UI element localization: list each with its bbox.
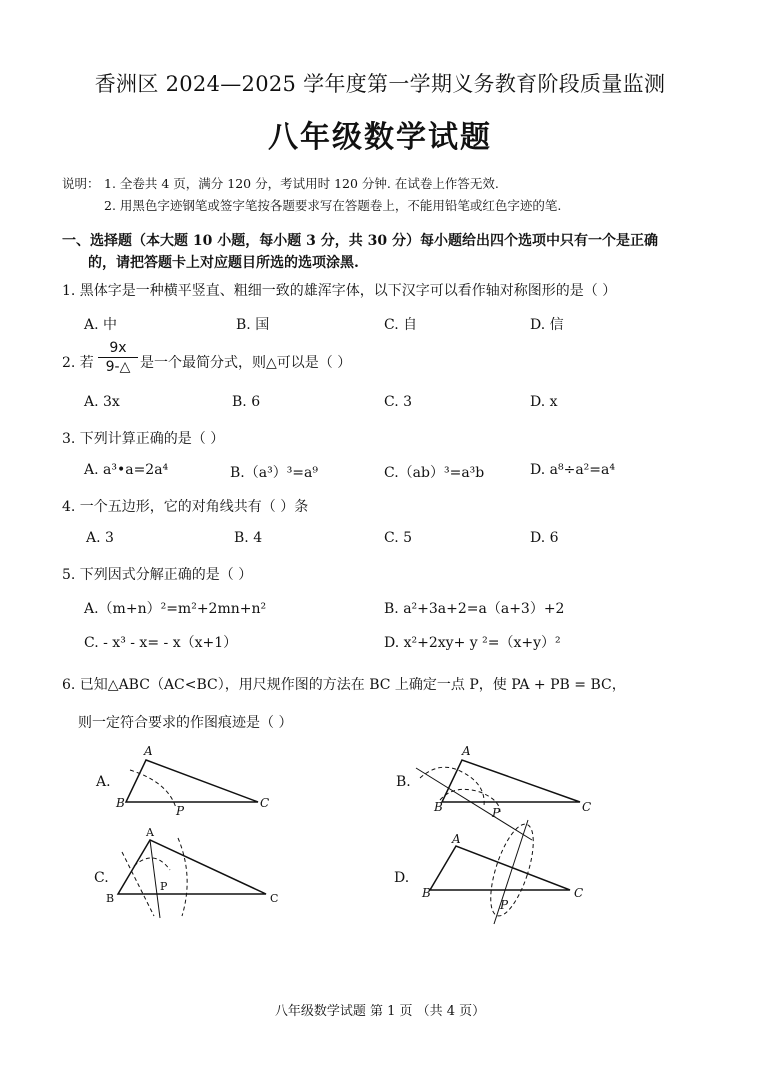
q4-option-b: B. 4	[234, 530, 263, 546]
question-5-stem: 5. 下列因式分解正确的是（ ）	[62, 567, 253, 583]
q3-option-a: A. a³•a=2a⁴	[84, 462, 169, 478]
figure-b-arc-1	[420, 767, 484, 806]
fig-a-point-b: B	[116, 796, 125, 810]
q6-figure-b-label: B.	[396, 774, 411, 790]
question-4-stem: 4. 一个五边形，它的对角线共有（ ）条	[62, 499, 309, 515]
fig-c-point-p: P	[160, 880, 168, 893]
q2-option-c: C. 3	[384, 394, 413, 410]
figure-c-line	[150, 840, 160, 918]
q5-option-a: A.（m+n）²=m²+2mn+n²	[84, 601, 267, 617]
figure-c-triangle	[118, 840, 266, 894]
fig-b-point-b: B	[434, 800, 443, 814]
figure-b-triangle	[442, 760, 580, 802]
subject-title: 八年级数学试题	[268, 120, 492, 155]
q2-option-d: D. x	[530, 394, 558, 410]
q5-option-d: D. x²+2xy+ y ²=（x+y）²	[384, 635, 561, 651]
q1-option-d: D. 信	[530, 317, 564, 333]
q2-fraction-denominator: 9-△	[105, 359, 131, 375]
notes-label: 说明：	[62, 176, 100, 191]
q4-option-c: C. 5	[384, 530, 413, 546]
figure-b-arc-2	[440, 789, 500, 812]
fig-d-point-p: P	[500, 898, 509, 912]
q1-option-a: A. 中	[84, 317, 118, 333]
q6-figure-a-label: A.	[96, 774, 111, 790]
question-2-suffix: 是一个最简分式，则△可以是（ ）	[140, 355, 352, 371]
figure-d-triangle	[430, 846, 570, 890]
question-2-prefix: 2. 若	[62, 355, 94, 371]
figure-c-arc-3	[134, 858, 170, 870]
fig-b-point-a: A	[462, 744, 471, 758]
fig-d-point-b: B	[422, 886, 431, 900]
fig-b-point-c: C	[582, 800, 592, 814]
fig-c-point-c: C	[270, 892, 279, 905]
exam-header-title: 香洲区 2024—2025 学年度第一学期义务教育阶段质量监测	[94, 72, 666, 96]
notes-line-1: 1. 全卷共 4 页，满分 120 分，考试用时 120 分钟. 在试卷上作答无效.	[104, 176, 499, 191]
fig-a-point-p: P	[176, 804, 185, 818]
section-heading-line-2: 的，请把答题卡上对应题目所选的选项涂黑.	[88, 255, 359, 271]
fig-c-point-a: A	[146, 826, 154, 839]
fig-b-point-p: P	[492, 806, 501, 820]
q6-figure-c-label: C.	[94, 870, 109, 886]
q2-fraction-numerator: 9x	[109, 340, 127, 356]
q4-option-a: A. 3	[86, 530, 114, 546]
q3-option-b: B.（a³）³=a⁹	[230, 465, 318, 481]
question-3-stem: 3. 下列计算正确的是（ ）	[62, 431, 225, 447]
q3-option-d: D. a⁸÷a²=a⁴	[530, 462, 615, 478]
notes-line-2: 2. 用黑色字迹钢笔或签字笔按各题要求写在答题卷上，不能用铅笔或红色字迹的笔.	[104, 198, 562, 213]
figure-a-triangle	[126, 760, 258, 802]
q2-option-a: A. 3x	[84, 394, 120, 410]
q6-figure-d-label: D.	[394, 870, 410, 886]
q3-option-c: C.（ab）³=a³b	[384, 465, 485, 481]
fig-a-point-a: A	[144, 744, 153, 758]
q5-option-b: B. a²+3a+2=a（a+3）+2	[384, 601, 565, 617]
fig-a-point-c: C	[260, 796, 270, 810]
q4-option-d: D. 6	[530, 530, 559, 546]
question-6-stem-2: 则一定符合要求的作图痕迹是（ ）	[78, 715, 293, 731]
figure-c-arc-2	[178, 838, 187, 916]
q1-option-c: C. 自	[384, 317, 418, 333]
section-heading-line-1: 一、选择题（本大题 10 小题，每小题 3 分，共 30 分）每小题给出四个选项中只有一个是正确	[62, 233, 658, 249]
q5-option-c: C. - x³ - x= - x（x+1）	[84, 635, 238, 651]
q2-option-b: B. 6	[232, 394, 261, 410]
fig-c-point-b: B	[106, 892, 115, 905]
question-6-stem: 6. 已知△ABC（AC<BC），用尺规作图的方法在 BC 上确定一点 P，使 PA + PB = BC，	[62, 677, 626, 693]
fig-d-point-a: A	[452, 832, 461, 846]
fig-d-point-c: C	[574, 886, 584, 900]
question-1-stem: 1. 黑体字是一种横平竖直、粗细一致的雄浑字体，以下汉字可以看作轴对称图形的是（ ）	[62, 283, 617, 299]
page-footer: 八年级数学试题 第 1 页 （共 4 页）	[274, 1004, 486, 1019]
q1-option-b: B. 国	[236, 317, 270, 333]
